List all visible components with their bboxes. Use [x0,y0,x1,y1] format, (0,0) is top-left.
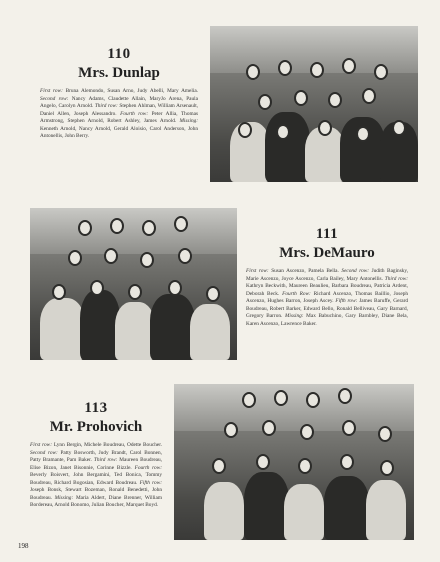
row-names: Susan Ascenzo, Pamela Bella. [271,268,339,274]
row-names: Maureen Boudreau, Elise Bizon, Janet Bisonnie, Corinne Bizzle. [30,457,162,471]
row-label: Fifth row: [139,479,162,486]
row-label: Fourth Row: [282,290,311,297]
row-names: Bruna Alemondo, Susan Arno, Judy Abelli, Mary Amelia. [65,88,198,94]
teacher-name: Mrs. Dunlap [78,65,160,81]
row-names: Peter Allia, Thomas Armstrong, Stephen Arnold, Robert Ashley, James Arnold. [40,110,199,124]
student-names [246,268,408,328]
row-names: Kathryn Beckwith, Maureen Beaulieu, Barbara Boudreau, Patricia Ardent, Deborah Beck. [246,283,408,297]
row-label: Missing: [179,118,199,124]
row-names: Nancy Adams, Claudette Allain, MaryJo Arena, Paula Angelo, Carolyn Arnold. [40,95,198,109]
row-names: Patty Bosworth, Judy Brandt, Carol Bonnen, Patty Bramante, Pam Baker. [30,449,162,463]
row-label: Missing: [54,494,74,501]
section-111-caption [246,226,408,328]
row-names: Stephen Ahlman, William Arsenault, Daniel Allen, Joseph Alessandro. [40,103,199,117]
student-names [40,88,198,141]
row-names: Beverly Boisvert, John Bergamini, Ted Bonica, Tommy Boudreau, Richard Bogosian, Edward Boudreau. [30,472,162,486]
row-label: First row: [40,88,63,94]
room-number: 111 [315,226,339,242]
room-number: 113 [84,400,108,416]
row-label: Fourth row: [120,110,149,117]
teacher-name: Mrs. DeMauro [279,245,375,261]
row-label: Second row: [30,449,58,456]
class-photo-110 [210,26,418,182]
row-label: Third row: [384,275,409,282]
row-names: Joseph Bonsk, Stewart Bozeman, Ronald Benedetti, John Boudreau. [30,487,162,501]
row-label: First row: [30,442,52,448]
row-label: Second row: [341,268,370,274]
row-names: Maria Aldert, Diane Brenner, William Bordereau, Arnold Bonomo, Julian Boucher, Marquet Boyd. [30,494,163,508]
class-photo-113 [174,384,414,540]
student-names [30,442,162,510]
row-names: James Baruffe, Gerard Boudreau, Robert Barker, Edward Bello, Ronald Belliveau, Gary Barnard, Gregory Barron. [246,298,408,319]
row-label: Missing: [284,313,304,319]
row-names: Kenneth Arnold, Nancy Arnold, Gerald Aloisio, Carol Anderson, John Antonellis, John Berry. [40,125,198,139]
row-names: Richard Ascenzo, Thomas Baillio, Joseph Ascenzo, Hughes Barron, Joseph Ascey. [246,290,408,304]
teacher-name: Mr. Prohovich [49,419,143,435]
row-names: Lynn Bergin, Michele Boudreau, Odette Boucher. [53,442,162,448]
row-names: Max Babuchino, Gary Barnbley, Diane Bela, Karen Ascenzo, Lawrence Baker. [246,313,408,327]
row-label: Second row: [40,95,69,102]
row-label: First row: [246,268,269,274]
row-label: Third row: [93,457,118,463]
section-110-caption [40,46,198,141]
row-label: Fourth row: [134,464,162,471]
room-number: 110 [107,46,131,62]
page-number: 198 [18,542,29,550]
row-names: Judith Baginsky, Marie Ascenzo, Joyce Ascenzo, Carla Bailey, Mary Antonellis. [246,268,409,282]
section-113-caption [30,400,162,510]
row-label: Fifth row: [335,298,358,304]
class-photo-111 [30,208,237,360]
row-label: Third row: [94,103,118,109]
